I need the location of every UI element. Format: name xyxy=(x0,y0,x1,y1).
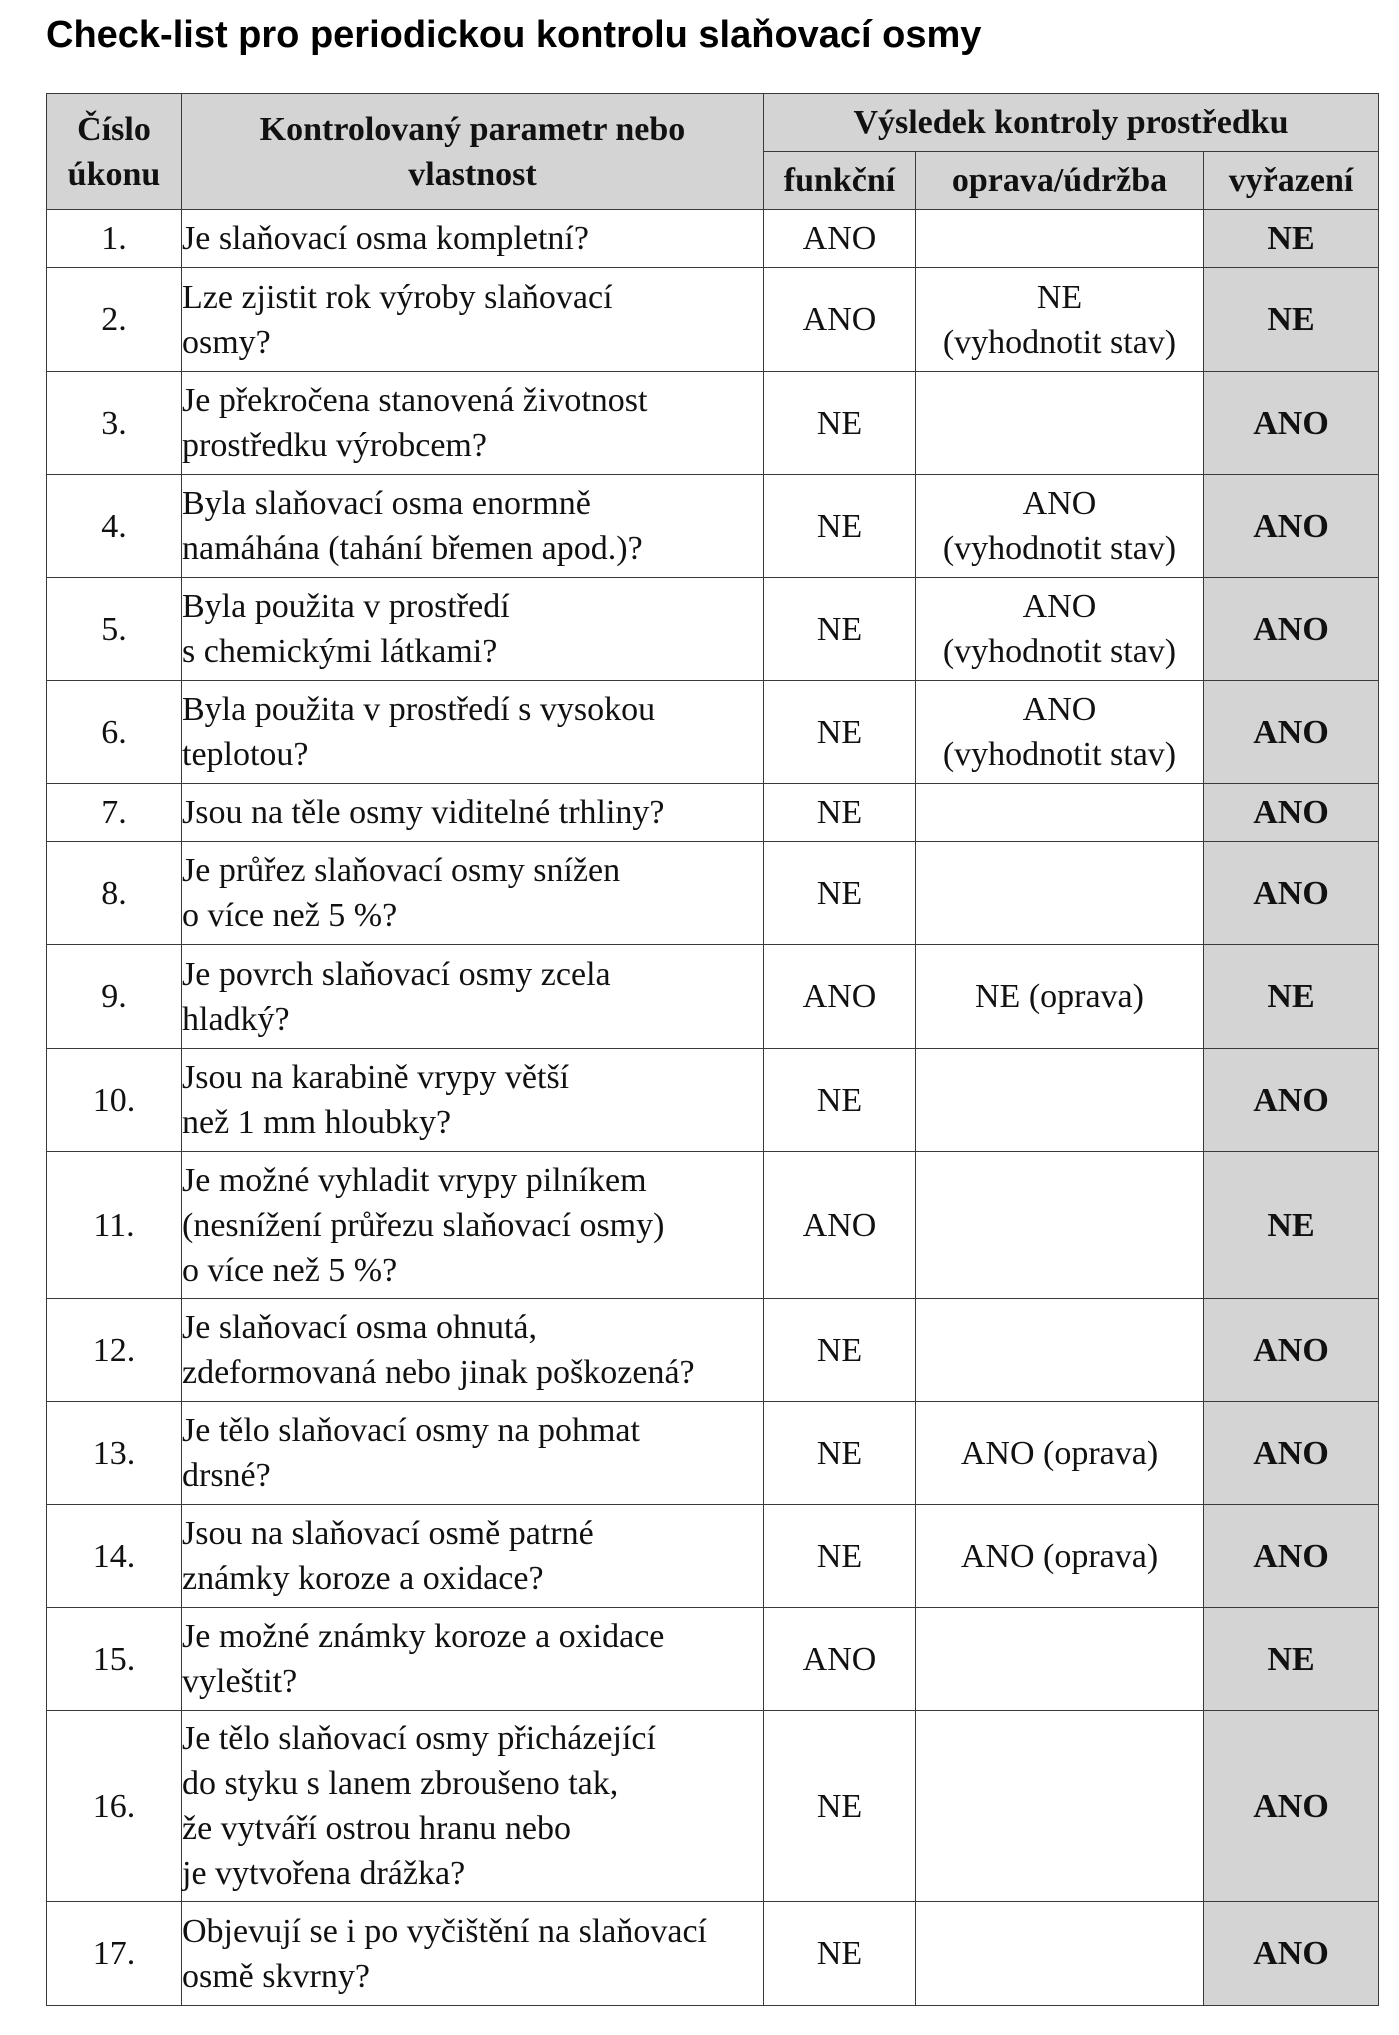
row-vyrazeni: ANO xyxy=(1204,1711,1379,1902)
row-funkcni: NE xyxy=(764,1902,916,2006)
row-oprava xyxy=(916,1608,1204,1711)
row-vyrazeni: ANO xyxy=(1204,1505,1379,1608)
row-number: 11. xyxy=(47,1152,182,1299)
row-parameter: Jsou na těle osmy viditelné trhliny? xyxy=(182,784,764,842)
row-parameter: Je průřez slaňovací osmy snížen o více než 5 %? xyxy=(182,842,764,945)
row-funkcni: NE xyxy=(764,681,916,784)
row-oprava xyxy=(916,1299,1204,1402)
table-row xyxy=(47,210,1379,268)
row-parameter: Je možné vyhladit vrypy pilníkem (nesnížení průřezu slaňovací osmy) o více než 5 %? xyxy=(182,1152,764,1299)
header-oprava: oprava/údržba xyxy=(916,152,1204,210)
row-vyrazeni: ANO xyxy=(1204,1902,1379,2006)
row-number: 12. xyxy=(47,1299,182,1402)
row-vyrazeni: ANO xyxy=(1204,1299,1379,1402)
row-parameter: Byla použita v prostředí s chemickými látkami? xyxy=(182,578,764,681)
row-funkcni: ANO xyxy=(764,1152,916,1299)
row-number: 14. xyxy=(47,1505,182,1608)
row-funkcni: ANO xyxy=(764,1608,916,1711)
row-number: 8. xyxy=(47,842,182,945)
row-oprava: NE (vyhodnotit stav) xyxy=(916,268,1204,372)
row-oprava xyxy=(916,210,1204,268)
row-number: 2. xyxy=(47,268,182,372)
row-number: 13. xyxy=(47,1402,182,1505)
row-parameter: Je slaňovací osma kompletní? xyxy=(182,210,764,268)
row-oprava xyxy=(916,1049,1204,1152)
row-parameter: Je možné známky koroze a oxidace vyleštit? xyxy=(182,1608,764,1711)
row-vyrazeni: ANO xyxy=(1204,681,1379,784)
row-number: 10. xyxy=(47,1049,182,1152)
row-oprava xyxy=(916,1152,1204,1299)
row-oprava: ANO (oprava) xyxy=(916,1402,1204,1505)
row-oprava: ANO (vyhodnotit stav) xyxy=(916,681,1204,784)
row-parameter: Jsou na slaňovací osmě patrné známky koroze a oxidace? xyxy=(182,1505,764,1608)
row-oprava: NE (oprava) xyxy=(916,945,1204,1049)
row-oprava xyxy=(916,842,1204,945)
row-parameter: Je povrch slaňovací osmy zcela hladký? xyxy=(182,945,764,1049)
row-number: 5. xyxy=(47,578,182,681)
row-oprava xyxy=(916,784,1204,842)
row-vyrazeni: ANO xyxy=(1204,372,1379,475)
row-funkcni: NE xyxy=(764,842,916,945)
row-number: 16. xyxy=(47,1711,182,1902)
row-vyrazeni: ANO xyxy=(1204,784,1379,842)
checklist-table xyxy=(46,93,1379,2006)
row-funkcni: NE xyxy=(764,578,916,681)
row-vyrazeni: NE xyxy=(1204,210,1379,268)
row-oprava xyxy=(916,372,1204,475)
header-number: Číslo úkonu xyxy=(47,94,182,210)
row-oprava: ANO (oprava) xyxy=(916,1505,1204,1608)
row-parameter: Je tělo slaňovací osmy přicházející do styku s lanem zbroušeno tak, že vytváří ostrou hranu nebo je vytvořena drážka? xyxy=(182,1711,764,1902)
table-row xyxy=(47,1049,1379,1152)
table-row xyxy=(47,372,1379,475)
row-number: 4. xyxy=(47,475,182,578)
row-vyrazeni: ANO xyxy=(1204,842,1379,945)
row-number: 7. xyxy=(47,784,182,842)
table-row xyxy=(47,1402,1379,1505)
row-funkcni: NE xyxy=(764,475,916,578)
row-vyrazeni: NE xyxy=(1204,945,1379,1049)
table-row xyxy=(47,475,1379,578)
row-parameter: Jsou na karabině vrypy větší než 1 mm hloubky? xyxy=(182,1049,764,1152)
row-vyrazeni: ANO xyxy=(1204,475,1379,578)
header-result-group: Výsledek kontroly prostředku xyxy=(764,94,1379,152)
table-row xyxy=(47,945,1379,1049)
row-funkcni: ANO xyxy=(764,268,916,372)
row-parameter: Byla použita v prostředí s vysokou teplotou? xyxy=(182,681,764,784)
row-parameter: Byla slaňovací osma enormně namáhána (tahání břemen apod.)? xyxy=(182,475,764,578)
row-vyrazeni: ANO xyxy=(1204,1049,1379,1152)
row-number: 9. xyxy=(47,945,182,1049)
row-number: 1. xyxy=(47,210,182,268)
row-funkcni: NE xyxy=(764,1299,916,1402)
table-body xyxy=(47,210,1379,2006)
row-funkcni: NE xyxy=(764,1402,916,1505)
row-number: 3. xyxy=(47,372,182,475)
table-row xyxy=(47,681,1379,784)
row-vyrazeni: NE xyxy=(1204,268,1379,372)
row-parameter: Objevují se i po vyčištění na slaňovací osmě skvrny? xyxy=(182,1902,764,2006)
header-parameter: Kontrolovaný parametr nebo vlastnost xyxy=(182,94,764,210)
row-funkcni: ANO xyxy=(764,210,916,268)
header-vyrazeni: vyřazení xyxy=(1204,152,1379,210)
table-row xyxy=(47,1505,1379,1608)
table-row xyxy=(47,842,1379,945)
row-funkcni: NE xyxy=(764,784,916,842)
row-vyrazeni: NE xyxy=(1204,1608,1379,1711)
table-header xyxy=(47,94,1379,210)
row-vyrazeni: NE xyxy=(1204,1152,1379,1299)
row-funkcni: NE xyxy=(764,372,916,475)
row-vyrazeni: ANO xyxy=(1204,578,1379,681)
table-row xyxy=(47,268,1379,372)
table-row xyxy=(47,1608,1379,1711)
row-funkcni: ANO xyxy=(764,945,916,1049)
row-oprava xyxy=(916,1902,1204,2006)
row-parameter: Je překročena stanovená životnost prostředku výrobcem? xyxy=(182,372,764,475)
row-number: 17. xyxy=(47,1902,182,2006)
row-oprava: ANO (vyhodnotit stav) xyxy=(916,578,1204,681)
row-funkcni: NE xyxy=(764,1711,916,1902)
row-vyrazeni: ANO xyxy=(1204,1402,1379,1505)
header-funkcni: funkční xyxy=(764,152,916,210)
row-funkcni: NE xyxy=(764,1049,916,1152)
row-parameter: Je slaňovací osma ohnutá, zdeformovaná nebo jinak poškozená? xyxy=(182,1299,764,1402)
table-row xyxy=(47,1152,1379,1299)
row-number: 6. xyxy=(47,681,182,784)
page-title: Check-list pro periodickou kontrolu slaňovací osmy xyxy=(46,14,982,56)
row-oprava xyxy=(916,1711,1204,1902)
table-row xyxy=(47,1299,1379,1402)
row-oprava: ANO (vyhodnotit stav) xyxy=(916,475,1204,578)
row-parameter: Je tělo slaňovací osmy na pohmat drsné? xyxy=(182,1402,764,1505)
row-parameter: Lze zjistit rok výroby slaňovací osmy? xyxy=(182,268,764,372)
table-row xyxy=(47,1902,1379,2006)
table-row xyxy=(47,784,1379,842)
row-funkcni: NE xyxy=(764,1505,916,1608)
table-row xyxy=(47,578,1379,681)
row-number: 15. xyxy=(47,1608,182,1711)
table-row xyxy=(47,1711,1379,1902)
